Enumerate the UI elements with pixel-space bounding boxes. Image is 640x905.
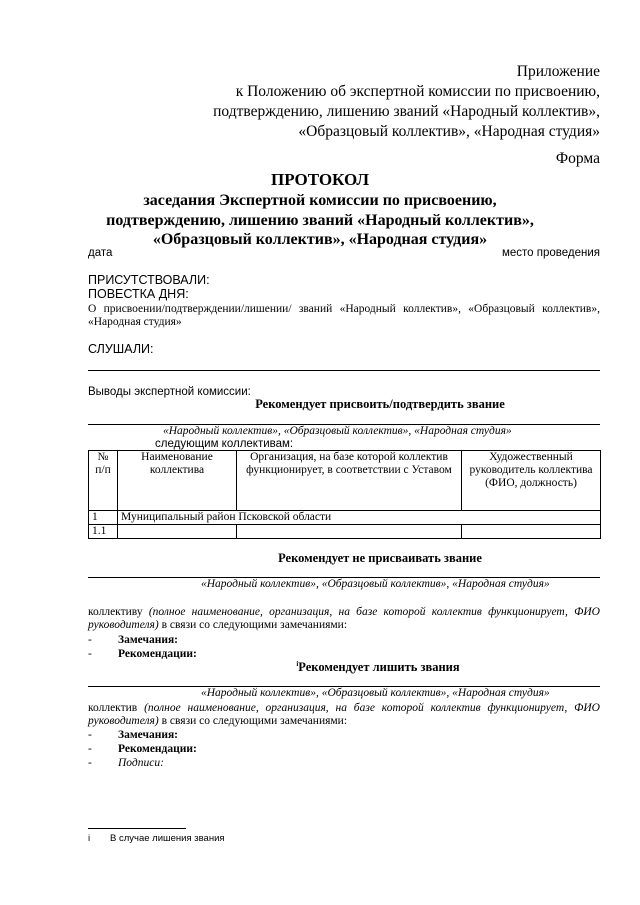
section-assign-heading: Рекомендует присвоить/подтвердить звание: [255, 397, 505, 411]
paragraph-italic: (полное наименование, организация, на базе которой коллектив функционирует, ФИО: [148, 606, 600, 618]
present-label: ПРИСУТСТВОВАЛИ:: [88, 273, 210, 287]
table-cell-num: 1: [89, 511, 118, 525]
appendix-line: Приложение: [516, 63, 600, 80]
paragraph-start: коллективу: [88, 606, 143, 618]
section-assign-to-label: следующим коллективам:: [155, 438, 294, 450]
footnote-separator: [88, 828, 186, 829]
table-cell-region: Муниципальный район Псковской области: [118, 511, 462, 525]
bullet-text: Рекомендации:: [118, 648, 197, 660]
footnote-mark: i: [88, 833, 91, 844]
conclusions-label: Выводы экспертной комиссии:: [88, 386, 251, 398]
table-header-cell: Наименование коллектива: [118, 451, 237, 511]
section-revoke-paragraph: [88, 701, 600, 715]
appendix-line: подтверждению, лишению званий «Народный коллектив»,: [213, 103, 600, 120]
appendix-line: «Образцовый коллектив», «Народная студия»: [298, 123, 600, 140]
section-revoke-paragraph-end: [88, 715, 347, 727]
table-row: [89, 511, 601, 525]
table-header-row: [89, 451, 601, 511]
signatures-line: - Подписи:: [88, 757, 164, 769]
bullet-text: Замечания:: [118, 729, 179, 741]
paragraph-end: в связи со следующими замечаниями:: [161, 619, 348, 631]
paragraph-italic: руководителя): [88, 715, 159, 727]
heard-label: СЛУШАЛИ:: [88, 342, 154, 356]
section-revoke-remarks: - Замечания:: [88, 729, 179, 741]
footnote-ref[interactable]: i: [296, 660, 299, 668]
document-title: ПРОТОКОЛ: [270, 170, 369, 189]
appendix-line: к Положению об экспертной комиссии по присвоению,: [235, 83, 600, 100]
table-cell-organization[interactable]: [237, 525, 462, 539]
agenda-text-line: «Народная студия»: [88, 316, 182, 328]
agenda-text-line: О присвоении/подтверждении/лишении/ званий «Народный коллектив», «Образцовый коллектив»,: [88, 303, 600, 315]
paragraph-end: в связи со следующими замечаниями:: [161, 715, 348, 727]
collectives-table: [88, 450, 601, 539]
section-revoke-recommendations: - Рекомендации:: [88, 743, 197, 755]
bullet-text: Рекомендации:: [118, 743, 197, 755]
section-decline-paragraph-end: [88, 619, 347, 631]
appendix-block: [213, 62, 600, 142]
table-header-cell: Организация, на базе которой коллектив функционирует, в соответствии с Уставом: [237, 451, 462, 511]
section-decline-recommendations: - Рекомендации:: [88, 648, 197, 660]
document-subtitle: заседания Экспертной комиссии по присвоению, подтверждению, лишению званий «Народный коллектив», «Образцовый коллектив», «Народная студия»: [106, 192, 534, 248]
agenda-label: ПОВЕСТКА ДНЯ:: [88, 287, 189, 301]
signatures-label: Подписи:: [118, 757, 164, 769]
paragraph-italic: (полное наименование, организация, на базе которой коллектив функционирует, ФИО: [144, 702, 600, 714]
table-cell-director[interactable]: [462, 525, 601, 539]
section-assign-titles: «Народный коллектив», «Образцовый коллектив», «Народная студия»: [163, 425, 512, 437]
section-decline-heading: Рекомендует не присваивать звание: [278, 551, 482, 565]
table-cell-empty: [462, 511, 601, 525]
form-label: Форма: [555, 150, 600, 167]
paragraph-italic: руководителя): [88, 619, 159, 631]
section-decline-titles: «Народный коллектив», «Образцовый коллектив», «Народная студия»: [201, 578, 550, 590]
date-label: дата: [88, 247, 113, 259]
footnote: [88, 833, 225, 844]
table-header-cell: Художественный руководитель коллектива (ФИО, должность): [462, 451, 601, 511]
bullet-text: Замечания:: [118, 634, 179, 646]
section-decline-paragraph: [88, 605, 600, 619]
place-label: место проведения: [501, 247, 600, 259]
table-row: [89, 525, 601, 539]
table-header-cell: № п/п: [89, 451, 118, 511]
footnote-text: В случае лишения звания: [110, 833, 225, 844]
section-revoke-heading: [0, 660, 640, 675]
section-revoke-heading-text: Рекомендует лишить звания: [298, 660, 460, 674]
heard-line: [88, 370, 600, 371]
paragraph-start: коллектив: [88, 702, 138, 714]
table-cell-name[interactable]: [118, 525, 237, 539]
table-cell-num: 1.1: [89, 525, 118, 539]
section-revoke-titles: «Народный коллектив», «Образцовый коллектив», «Народная студия»: [201, 687, 550, 699]
section-decline-remarks: - Замечания:: [88, 634, 179, 646]
